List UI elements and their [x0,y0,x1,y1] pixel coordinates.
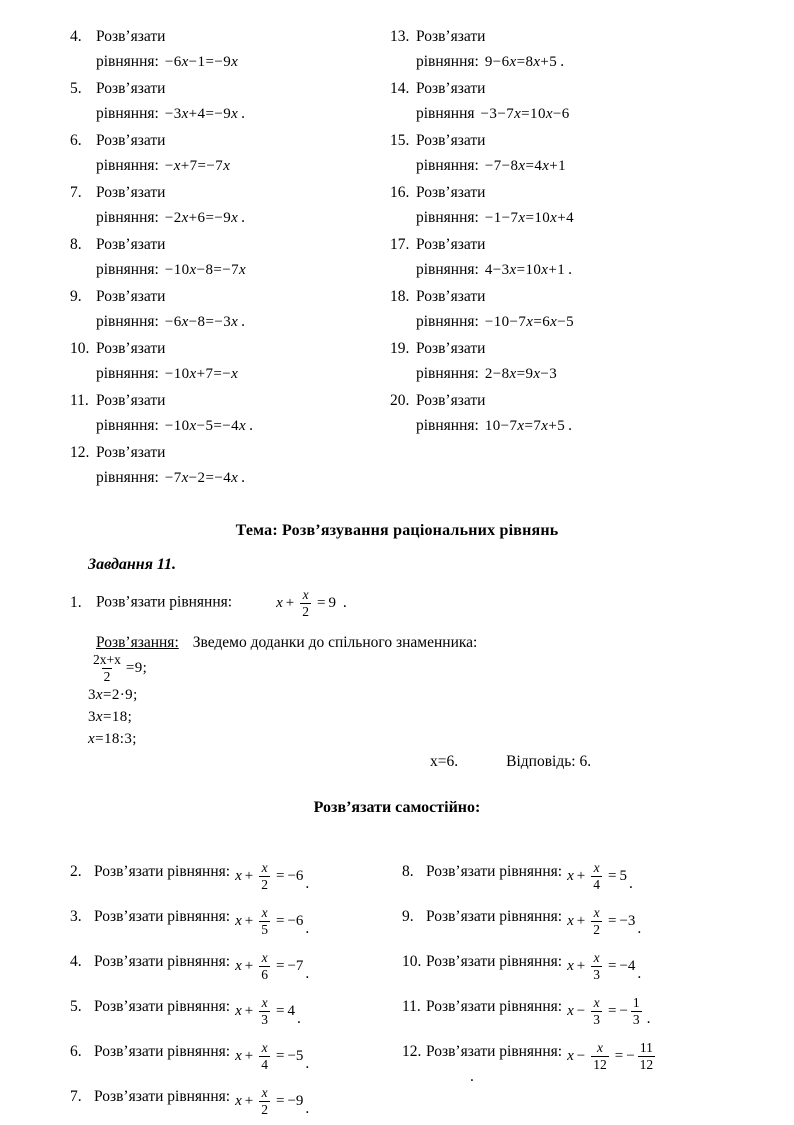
equation-operator: + [244,1047,254,1064]
worked-example-result: x=6. [430,753,459,770]
exercise-equation-line [390,49,760,75]
solution-step [88,653,147,683]
fraction-numerator: x [261,860,268,875]
equation-label: рівняння: [416,261,479,278]
equation-label: рівняння: [416,313,479,330]
equation-equals: = [607,912,617,929]
equation-operator: + [244,957,254,974]
exercise-number: 7. [70,184,82,201]
exercise-number: 3. [70,908,82,925]
worked-eq-lhs-var: x [276,594,283,611]
top-exercise-block [0,24,794,492]
equation-operator: + [576,867,586,884]
exercise-equation [567,945,635,981]
equation-label: рівняння: [416,209,479,226]
equation-expression [235,1086,303,1116]
top-left-column [0,24,380,492]
equation-label: рівняння: [96,365,159,382]
exercise-equation-line [70,205,380,231]
exercise-item [390,284,760,335]
equation-rhs: −6 [287,867,304,884]
exercise-equation-line [70,153,380,179]
exercise-equation-line [390,101,760,127]
exercise-number: 20. [390,392,410,409]
equation-expression: −6x−8=−3x [164,314,239,330]
exercise-number: 4. [70,953,82,970]
bottom-right-column [394,855,794,1080]
equation-label: рівняння: [416,365,479,382]
equation-equals: = [275,1002,285,1019]
equation-trailing-dot: . [241,209,246,226]
exercise-equation-line [70,49,380,75]
exercise-equation-line [390,257,760,283]
exercise-prompt: Розв’язати рівняння: [426,1043,563,1060]
exercise-head-text: Розв’язати [96,340,166,357]
fraction-denominator: 2 [261,876,268,892]
equation-trailing-dot: . [568,417,572,434]
equation-label: рівняння [416,105,475,122]
exercise-item [402,945,794,981]
exercise-number: 4. [70,28,82,45]
fraction [259,861,270,891]
exercise-number: 9. [402,908,414,925]
equation-expression: −6x−1=−9x [164,54,239,70]
equation-expression: 9−6x=8x+5 [484,54,558,70]
equation-lhs-var: x [235,912,242,929]
fraction [591,951,602,981]
equation-lhs-var: x [235,1047,242,1064]
equation-equals: = [275,867,285,884]
equation-equals: = [607,957,617,974]
exercise-equation [235,945,303,981]
exercise-equation-line [70,101,380,127]
fraction [259,996,270,1026]
equation-trailing-dot: . [568,261,572,278]
equation-trailing-dot: . [305,1100,310,1117]
equation-expression [235,951,303,981]
theme-heading: Тема: Розв’язування раціональних рівнянь [235,522,559,539]
worked-example-solution-line [96,630,477,655]
equation-operator: + [244,1002,254,1019]
exercise-equation-line [70,361,380,387]
equation-expression [567,996,645,1026]
worked-eq-rhs: 9 [328,594,336,611]
equation-lhs-var: x [567,1002,574,1019]
equation-label: рівняння: [96,417,159,434]
exercise-prompt: Розв’язати рівняння: [94,863,231,880]
equation-trailing-dot: . [296,1010,301,1027]
exercise-equation-line [390,361,760,387]
exercise-number: 13. [390,28,410,45]
exercise-number: 5. [70,998,82,1015]
fraction-numerator: x [596,1040,603,1055]
equation-trailing-dot: . [305,1055,310,1072]
fraction [591,1041,609,1071]
exercise-equation-line [390,205,760,231]
fraction [91,653,123,683]
equation-lhs-var: x [235,1002,242,1019]
exercise-item [70,336,380,387]
solution-step-text: x=18:3; [88,731,137,747]
equation-expression: −10x−5=−4x [164,418,247,434]
exercise-number: 8. [402,863,414,880]
fraction-numerator: x [261,905,268,920]
exercise-item [402,1035,794,1071]
fraction [631,996,642,1026]
exercise-head-text: Розв’язати [416,184,486,201]
worked-example-steps [88,653,147,751]
fraction-denominator: 4 [261,1056,268,1072]
worked-example-prompt: Розв’язати рівняння: [96,593,233,611]
equation-trailing-dot: . [637,920,642,937]
equation-expression [567,861,627,891]
exercise-item [70,440,380,491]
equation-operator: + [244,867,254,884]
exercise-number: 10. [70,340,90,357]
equation-operator: − [576,1002,586,1019]
solution-intro: Зведемо доданки до спільного знаменника: [192,634,478,651]
bottom-exercise-block [0,855,794,1125]
exercise-prompt: Розв’язати рівняння: [94,908,231,925]
exercise-equation-line [70,413,380,439]
exercise-number: 11. [70,392,89,409]
exercise-number: 5. [70,80,82,97]
exercise-item [70,1035,394,1071]
equation-rhs: 4 [287,1002,295,1019]
equation-expression: −10x−8=−7x [164,262,247,278]
exercise-equation [235,990,295,1026]
fraction-denominator: 3 [593,1011,600,1027]
exercise-head-text: Розв’язати [416,80,486,97]
solution-step-text: 3x=2·9; [88,687,138,703]
exercise-equation [567,900,635,936]
fraction-numerator: x [593,950,600,965]
worked-example-answer-line [430,753,591,771]
exercise-equation-line [390,153,760,179]
fraction-numerator: 1 [632,995,640,1010]
equation-expression [567,1041,658,1071]
equation-label: рівняння: [96,469,159,486]
equation-trailing-dot: . [249,417,253,434]
equation-expression: −7x−2=−4x [164,470,239,486]
equation-expression: −3x+4=−9x [164,106,239,122]
fraction [259,1086,270,1116]
equation-rhs: −6 [287,912,304,929]
fraction-numerator: x [261,950,268,965]
solution-step [88,685,147,706]
fraction [259,1041,270,1071]
exercise-head-text: Розв’язати [416,28,486,45]
exercise-number: 7. [70,1088,82,1105]
equation-rhs-sign: − [619,1002,628,1019]
fraction-denominator: 3 [261,1011,268,1027]
equation-expression [235,906,303,936]
exercise-prompt: Розв’язати рівняння: [94,1043,231,1060]
exercise-number: 18. [390,288,410,305]
equation-lhs-var: x [567,957,574,974]
fraction-numerator: x [593,860,600,875]
equation-expression: −7−8x=4x+1 [484,158,567,174]
equation-expression [235,996,295,1026]
task-heading: Завдання 11. [88,556,177,573]
fraction-numerator: x [593,995,600,1010]
exercise-item [70,24,380,75]
equation-rhs: −7 [287,957,304,974]
worked-example-equation [276,588,347,618]
equation-rhs: −9 [287,1092,304,1109]
equation-rhs: −3 [619,912,636,929]
equation-trailing-dot: . [305,920,310,937]
exercise-item [70,1080,394,1116]
exercise-equation-line [390,309,760,335]
bottom-left-column [0,855,394,1125]
solution-label: Розв’язання: [96,634,179,651]
top-right-column [380,24,760,440]
fraction [591,906,602,936]
fraction [259,951,270,981]
exercise-item [70,284,380,335]
worked-example-number: 1. [70,593,82,611]
equation-lhs-var: x [567,1047,574,1064]
exercise-item [70,232,380,283]
equation-label: рівняння: [416,53,479,70]
fraction [638,1041,656,1071]
exercise-item [402,990,794,1026]
exercise-head-text: Розв’язати [416,392,486,409]
exercise-item [390,180,760,231]
equation-equals: = [275,1092,285,1109]
solution-step-rest: =9; [125,659,148,676]
exercise-equation [235,855,303,891]
equation-equals: = [614,1047,624,1064]
exercise-item [70,180,380,231]
exercise-item [390,232,760,283]
exercise-number: 15. [390,132,410,149]
exercise-prompt: Розв’язати рівняння: [426,998,563,1015]
equation-rhs-sign: − [626,1047,635,1064]
equation-lhs-var: x [235,867,242,884]
equation-expression: −10x+7=−x [164,366,239,382]
exercise-number: 16. [390,184,410,201]
exercise-item [70,855,394,891]
equation-expression [235,1041,303,1071]
exercise-item [390,388,760,439]
exercise-equation-line [70,465,380,491]
exercise-item [402,900,794,936]
equation-lhs-var: x [235,957,242,974]
equation-label: рівняння: [416,157,479,174]
exercise-head-text: Розв’язати [96,444,166,461]
exercise-equation [567,990,645,1026]
solution-step [88,729,147,750]
exercise-equation [235,1080,303,1116]
exercise-number: 17. [390,236,410,253]
exercise-item [390,76,760,127]
equation-label: рівняння: [96,313,159,330]
exercise-head-text: Розв’язати [96,236,166,253]
equation-expression: 10−7x=7x+5 [484,418,566,434]
solution-step [88,707,147,728]
worked-eq-frac-denominator: 2 [302,603,309,619]
orphan-period: . [470,1068,474,1085]
worked-eq-equals: = [316,594,326,611]
exercise-equation-line [70,257,380,283]
exercise-head-text: Розв’язати [96,80,166,97]
exercise-number: 6. [70,1043,82,1060]
fraction [591,996,602,1026]
equation-trailing-dot: . [560,53,565,70]
exercise-number: 12. [70,444,90,461]
exercise-prompt: Розв’язати рівняння: [426,908,563,925]
exercise-item [70,900,394,936]
exercise-head-text: Розв’язати [416,132,486,149]
exercise-head-text: Розв’язати [96,184,166,201]
worked-eq-frac-numerator: x [302,587,309,602]
solution-step-text: 3x=18; [88,709,133,725]
equation-lhs-var: x [567,867,574,884]
fraction-numerator: x [261,1040,268,1055]
exercise-prompt: Розв’язати рівняння: [94,953,231,970]
exercise-equation-line [390,413,760,439]
equation-expression: −2x+6=−9x [164,210,239,226]
equation-operator: + [576,912,586,929]
fraction-denominator: 12 [593,1056,607,1072]
equation-operator: − [576,1047,586,1064]
exercise-item [70,945,394,981]
exercise-number: 10. [402,953,422,970]
fraction [591,861,602,891]
equation-label: рівняння: [96,157,159,174]
equation-expression: 4−3x=10x+1 [484,262,566,278]
equation-label: рівняння: [96,105,159,122]
equation-operator: + [576,957,586,974]
self-study-heading: Розв’язати самостійно: [313,799,481,816]
exercise-head-text: Розв’язати [96,132,166,149]
equation-label: рівняння: [416,417,479,434]
exercise-prompt: Розв’язати рівняння: [426,863,563,880]
exercise-item [402,855,794,891]
fraction-numerator: 11 [639,1040,653,1055]
equation-equals: = [607,867,617,884]
equation-trailing-dot: . [305,965,310,982]
exercise-equation [235,1035,303,1071]
exercise-number: 12. [402,1043,422,1060]
answer-label: Відповідь: [506,753,576,770]
equation-expression: −1−7x=10x+4 [484,210,574,226]
fraction-numerator: x [261,1085,268,1100]
fraction [259,906,270,936]
exercise-item [70,990,394,1026]
equation-trailing-dot: . [241,469,246,486]
exercise-item [70,128,380,179]
equation-expression: −3−7x=10x−6 [480,106,570,122]
exercise-equation-line [70,309,380,335]
exercise-number: 14. [390,80,410,97]
exercise-equation [235,900,303,936]
fraction-denominator: 3 [632,1011,640,1027]
fraction-denominator: 2 [593,921,600,937]
exercise-item [390,336,760,387]
exercise-head-text: Розв’язати [96,28,166,45]
equation-trailing-dot: . [646,1010,651,1027]
equation-rhs: −5 [287,1047,304,1064]
equation-label: рівняння: [96,261,159,278]
fraction-denominator: 3 [593,966,600,982]
fraction-denominator: 2 [103,668,111,684]
exercise-number: 2. [70,863,82,880]
exercise-head-text: Розв’язати [96,392,166,409]
answer-value: 6. [579,753,592,770]
exercise-number: 9. [70,288,82,305]
equation-rhs: −4 [619,957,636,974]
equation-equals: = [275,912,285,929]
exercise-prompt: Розв’язати рівняння: [426,953,563,970]
fraction-denominator: 12 [639,1056,654,1072]
equation-lhs-var: x [235,1092,242,1109]
worked-eq-op: + [285,594,295,611]
exercise-number: 19. [390,340,410,357]
exercise-head-text: Розв’язати [416,340,486,357]
equation-operator: + [244,912,254,929]
equation-expression: 2−8x=9x−3 [484,366,558,382]
exercise-equation [567,855,627,891]
exercise-prompt: Розв’язати рівняння: [94,1088,231,1105]
exercise-equation [567,1035,658,1071]
exercise-item [390,128,760,179]
exercise-number: 8. [70,236,82,253]
equation-rhs: 5 [619,867,627,884]
equation-trailing-dot: . [305,875,310,892]
fraction-numerator: 2x+x [93,652,121,667]
fraction-numerator: x [261,995,268,1010]
worked-example-question [70,588,690,618]
equation-trailing-dot: . [637,965,642,982]
equation-expression [235,861,303,891]
equation-expression [567,906,635,936]
exercise-item [70,388,380,439]
equation-label: рівняння: [96,53,159,70]
exercise-prompt: Розв’язати рівняння: [94,998,231,1015]
equation-label: рівняння: [96,209,159,226]
fraction-denominator: 2 [261,1101,268,1117]
exercise-head-text: Розв’язати [416,236,486,253]
equation-expression [567,951,635,981]
equation-expression: −10−7x=6x−5 [484,314,574,330]
exercise-item [70,76,380,127]
fraction-denominator: 5 [261,921,268,937]
worked-eq-trailing-dot: . [342,593,347,611]
equation-trailing-dot: . [628,875,633,892]
worked-eq-fraction [300,588,311,618]
fraction-denominator: 6 [261,966,268,982]
equation-expression: −x+7=−7x [164,158,231,174]
exercise-item [390,24,760,75]
equation-trailing-dot: . [241,313,246,330]
exercise-head-text: Розв’язати [416,288,486,305]
fraction-denominator: 4 [593,876,600,892]
equation-operator: + [244,1092,254,1109]
equation-trailing-dot: . [241,105,246,122]
fraction-numerator: x [593,905,600,920]
equation-lhs-var: x [567,912,574,929]
equation-equals: = [275,1047,285,1064]
equation-equals: = [275,957,285,974]
exercise-head-text: Розв’язати [96,288,166,305]
exercise-number: 11. [402,998,421,1015]
exercise-number: 6. [70,132,82,149]
equation-equals: = [607,1002,617,1019]
